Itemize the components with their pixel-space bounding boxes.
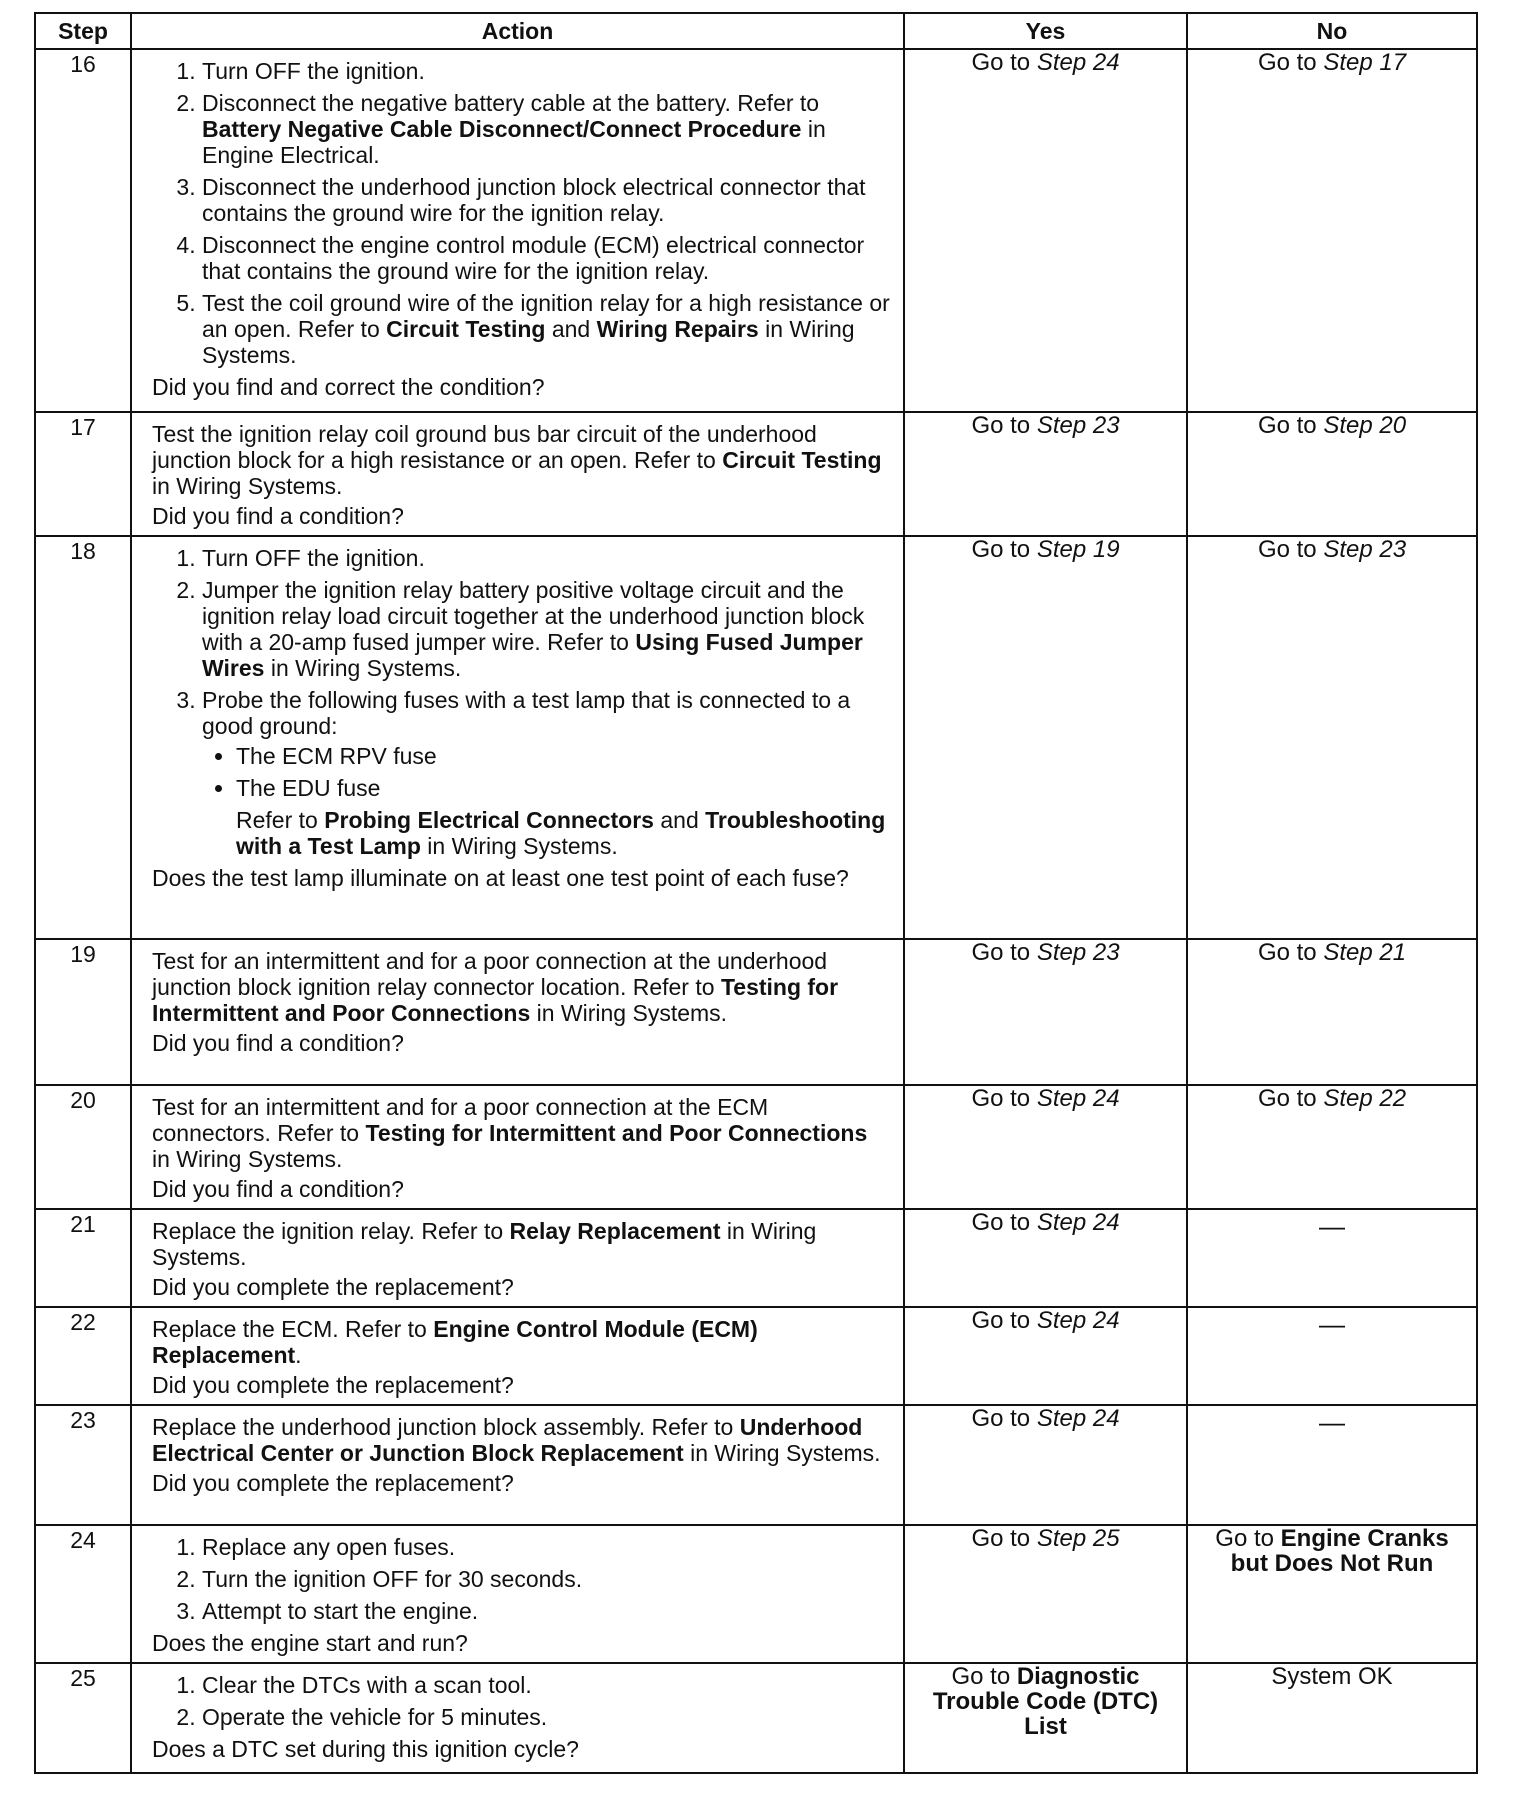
table-row	[35, 412, 1477, 536]
reference-link: Relay Replacement	[509, 1218, 721, 1244]
question: Does a DTC set during this ignition cycle?	[152, 1736, 579, 1762]
step-number: 23	[35, 1405, 131, 1525]
list-item: 4. Disconnect the engine control module (ECM) electrical connector that contains the ground wire for the ignition relay.	[202, 232, 891, 284]
list-item: 2. Disconnect the negative battery cable at the battery. Refer to Battery Negative Cable Disconnect/Connect Procedure in Engine Electrical.	[202, 90, 891, 168]
reference-note: Refer to Probing Electrical Connectors and Troubleshooting with a Test Lamp in Wiring Systems.	[236, 807, 886, 859]
list-item: 1. Turn OFF the ignition.	[202, 545, 891, 571]
yes-cell: Go to Step 24	[904, 1405, 1187, 1525]
action-cell: Test for an intermittent and for a poor connection at the underhood junction block ignition relay connector location. Refer to Testing for Intermittent and Poor Connections in Wiring Systems. Did you find a condition?	[131, 939, 904, 1085]
yes-cell: Go to Step 25	[904, 1525, 1187, 1663]
step-number: 21	[35, 1209, 131, 1307]
header-no: No	[1187, 13, 1477, 49]
question: Did you complete the replacement?	[152, 1372, 514, 1398]
list-item: 3. Disconnect the underhood junction block electrical connector that contains the ground wire for the ignition relay.	[202, 174, 891, 226]
action-cell	[131, 536, 904, 939]
header-row	[35, 13, 1477, 49]
step-number: 19	[35, 939, 131, 1085]
no-cell: System OK	[1187, 1663, 1477, 1773]
table-row	[35, 1663, 1477, 1773]
step-number: 17	[35, 412, 131, 536]
question: Did you complete the replacement?	[152, 1470, 514, 1496]
reference-link: Troubleshooting with a Test Lamp	[236, 807, 886, 859]
list-item: 2. Turn the ignition OFF for 30 seconds.	[202, 1566, 891, 1592]
table-row	[35, 1525, 1477, 1663]
yes-cell: Go to Step 24	[904, 1209, 1187, 1307]
diagnostic-table	[34, 12, 1478, 1774]
step-number: 25	[35, 1663, 131, 1773]
reference-link: Diagnostic Trouble Code (DTC) List	[932, 1663, 1159, 1740]
question: Did you find and correct the condition?	[152, 374, 545, 400]
yes-cell: Go to Step 23	[904, 412, 1187, 536]
header-step: Step	[35, 13, 131, 49]
table-row	[35, 1405, 1477, 1525]
no-cell: Go to Step 21	[1187, 939, 1477, 1085]
step-number: 20	[35, 1085, 131, 1209]
yes-cell: Go to Diagnostic Trouble Code (DTC) List	[904, 1663, 1187, 1773]
yes-cell: Go to Step 23	[904, 939, 1187, 1085]
question: Does the test lamp illuminate on at least one test point of each fuse?	[152, 865, 849, 891]
list-item: 2. Operate the vehicle for 5 minutes.	[202, 1704, 891, 1730]
step-number: 22	[35, 1307, 131, 1405]
question: Did you find a condition?	[152, 503, 404, 529]
reference-link: Circuit Testing	[722, 447, 882, 473]
no-cell: Go to Step 17	[1187, 49, 1477, 412]
question: Does the engine start and run?	[152, 1630, 468, 1656]
header-action: Action	[131, 13, 904, 49]
question: Did you find a condition?	[152, 1030, 404, 1056]
yes-cell: Go to Step 24	[904, 1085, 1187, 1209]
no-cell-dash: —	[1187, 1405, 1477, 1525]
step-number: 24	[35, 1525, 131, 1663]
list-item: 3. Attempt to start the engine.	[202, 1598, 891, 1624]
list-item: 1. Replace any open fuses.	[202, 1534, 891, 1560]
reference-link: Underhood Electrical Center or Junction Block Replacement	[152, 1414, 863, 1466]
reference-link: Engine Control Module (ECM) Replacement	[152, 1316, 758, 1368]
question: Did you complete the replacement?	[152, 1274, 514, 1300]
reference-link: Testing for Intermittent and Poor Connections	[365, 1120, 868, 1146]
yes-cell: Go to Step 24	[904, 1307, 1187, 1405]
action-steps	[152, 58, 891, 368]
action-cell: Replace the ignition relay. Refer to Relay Replacement in Wiring Systems. Did you complete the replacement?	[131, 1209, 904, 1307]
table-row	[35, 49, 1477, 412]
list-item: • The EDU fuse	[236, 775, 891, 801]
reference-link: Using Fused Jumper Wires	[202, 629, 863, 681]
action-cell: Replace the underhood junction block assembly. Refer to Underhood Electrical Center or Junction Block Replacement in Wiring Systems. Did you complete the replacement?	[131, 1405, 904, 1525]
reference-link: Circuit Testing	[386, 316, 546, 342]
no-cell-dash: —	[1187, 1209, 1477, 1307]
table-row	[35, 1085, 1477, 1209]
action-steps	[152, 545, 891, 859]
action-cell: Test for an intermittent and for a poor connection at the ECM connectors. Refer to Testing for Intermittent and Poor Connections in Wiring Systems. Did you find a condition?	[131, 1085, 904, 1209]
action-steps	[152, 1672, 891, 1730]
no-cell: Go to Step 20	[1187, 412, 1477, 536]
reference-link: Testing for Intermittent and Poor Connections	[152, 974, 839, 1026]
table-row	[35, 1307, 1477, 1405]
action-cell	[131, 1663, 904, 1773]
table-row	[35, 939, 1477, 1085]
list-item: 1. Clear the DTCs with a scan tool.	[202, 1672, 891, 1698]
list-item: 5. Test the coil ground wire of the ignition relay for a high resistance or an open. Refer to Circuit Testing and Wiring Repairs in Wiring Systems.	[202, 290, 891, 368]
action-cell: Test the ignition relay coil ground bus bar circuit of the underhood junction block for a high resistance or an open. Refer to Circuit Testing in Wiring Systems. Did you find a condition?	[131, 412, 904, 536]
no-cell: Go to Engine Cranks but Does Not Run	[1187, 1525, 1477, 1663]
step-number: 18	[35, 536, 131, 939]
fuse-list	[202, 743, 891, 801]
list-item: 3. Probe the following fuses with a test lamp that is connected to a good ground: • The ECM RPV fuse • The EDU fuse Refer to Probing Electrical Connectors and Troubleshooting with a Test Lamp in Wiring Systems.	[202, 687, 891, 859]
list-item: • The ECM RPV fuse	[236, 743, 891, 769]
table-row	[35, 1209, 1477, 1307]
list-item: 1. Turn OFF the ignition.	[202, 58, 891, 84]
action-steps	[152, 1534, 891, 1624]
reference-link: Engine Cranks but Does Not Run	[1230, 1525, 1449, 1577]
header-yes: Yes	[904, 13, 1187, 49]
reference-link: Wiring Repairs	[596, 316, 759, 342]
reference-link: Battery Negative Cable Disconnect/Connect Procedure	[202, 116, 802, 142]
question: Did you find a condition?	[152, 1176, 404, 1202]
step-number: 16	[35, 49, 131, 412]
action-cell	[131, 49, 904, 412]
yes-cell: Go to Step 24	[904, 49, 1187, 412]
yes-cell: Go to Step 19	[904, 536, 1187, 939]
table-row	[35, 536, 1477, 939]
no-cell: Go to Step 22	[1187, 1085, 1477, 1209]
no-cell: Go to Step 23	[1187, 536, 1477, 939]
action-cell	[131, 1525, 904, 1663]
list-item: 2. Jumper the ignition relay battery positive voltage circuit and the ignition relay load circuit together at the underhood junction block with a 20-amp fused jumper wire. Refer to Using Fused Jumper Wires in Wiring Systems.	[202, 577, 891, 681]
reference-link: Probing Electrical Connectors	[324, 807, 654, 833]
no-cell-dash: —	[1187, 1307, 1477, 1405]
action-cell: Replace the ECM. Refer to Engine Control Module (ECM) Replacement. Did you complete the replacement?	[131, 1307, 904, 1405]
